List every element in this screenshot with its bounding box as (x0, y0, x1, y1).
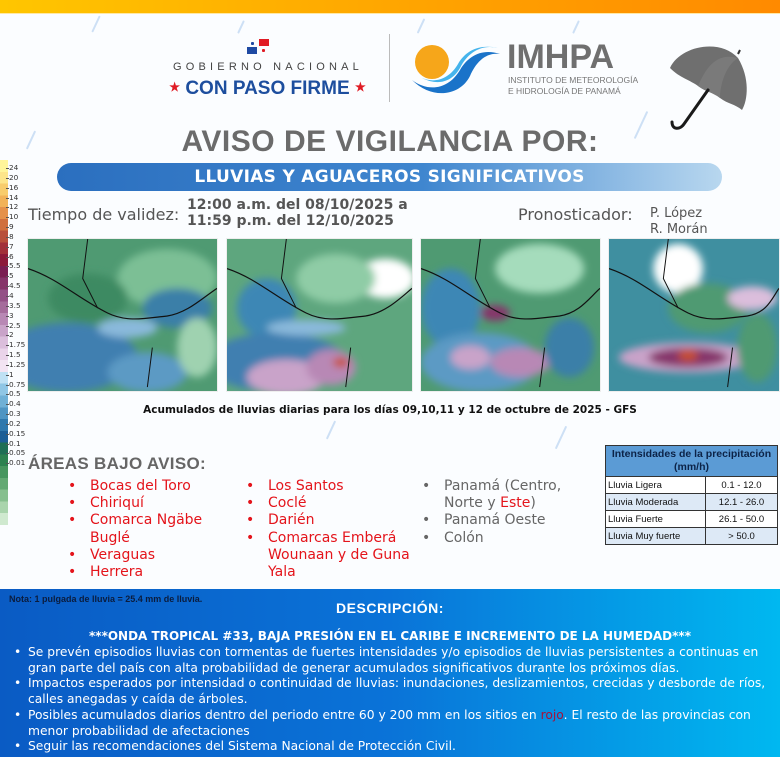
scale-tick-label: 16 (9, 183, 25, 193)
area-item: • Bocas del Toro (68, 478, 228, 495)
area-item: • Los Santos (246, 478, 411, 495)
area-item (422, 478, 592, 512)
scale-tick-label: 5 (9, 271, 25, 281)
scale-tick-label: 8 (9, 232, 25, 242)
description-highlight: rojo (540, 707, 564, 722)
intensity-table-header: Intensidades de la precipitación (mm/h) (606, 446, 778, 477)
imhpa-subtitle-line2: E HIDROLOGÍA DE PANAMÁ (508, 86, 621, 96)
scale-tick-label: 0.05 (9, 448, 26, 458)
scale-tick-label: 1 (9, 370, 25, 380)
scale-tick-label: 1.25 (9, 359, 26, 369)
umbrella-icon (650, 38, 750, 138)
description-item: • Se prevén episodios lluvias con tormentas de fuertes intensidades y/o episodios de lluvias persistentes a continuas en gran parte del país con alta probabilidad de generar acumulados significativos durante los próximos días. (14, 645, 772, 676)
validity-range (187, 197, 408, 229)
scale-tick-label: 4 (9, 291, 25, 301)
scale-tick-label: 0.3 (9, 409, 25, 419)
scale-tick-label: 7 (9, 242, 25, 252)
intensity-label: Lluvia Fuerte (606, 511, 706, 528)
area-item: • Comarcas Emberá Wounaan y de Guna Yala (246, 530, 411, 582)
scale-tick-label: 0.75 (9, 379, 26, 389)
precipitation-color-scale (0, 160, 8, 525)
intensity-range: > 50.0 (706, 528, 778, 545)
areas-list-col2 (246, 478, 411, 581)
scale-tick-label: 5.5 (9, 261, 25, 271)
panama-flag-icon (247, 39, 271, 55)
validity-from: 12:00 a.m. del 08/10/2025 a (187, 197, 408, 213)
description-item: • Impactos esperados por intensidad o continuidad de lluvias: inundaciones, deslizamientos, crecidas y desborde de ríos, calles anegadas y caída de árboles. (14, 676, 772, 707)
imhpa-subtitle (508, 75, 638, 97)
scale-tick-label: 6 (9, 252, 25, 262)
forecaster-label: Pronosticador: (518, 205, 633, 224)
scale-tick-label: 1.75 (9, 340, 26, 350)
scale-tick-label: 4.5 (9, 281, 25, 291)
header-divider (389, 34, 390, 102)
scale-tick-label: 9 (9, 222, 25, 232)
page-title: AVISO DE VIGILANCIA POR: (181, 125, 599, 158)
imhpa-subtitle-line1: INSTITUTO DE METEOROLOGÍA (508, 75, 639, 85)
validity-label: Tiempo de validez: (28, 205, 180, 224)
areas-title: ÁREAS BAJO AVISO: (28, 454, 206, 473)
area-highlight: Este (500, 495, 531, 512)
alert-type-banner: LLUVIAS Y AGUACEROS SIGNIFICATIVOS (57, 163, 722, 191)
area-item: • Veraguas (68, 547, 228, 564)
scale-tick-label: 20 (9, 173, 25, 183)
color-scale-labels (9, 163, 25, 468)
intensity-range: 12.1 - 26.0 (706, 494, 778, 511)
scale-tick-label: 14 (9, 193, 25, 203)
scale-tick-label: 3 (9, 311, 25, 321)
areas-list-col3 (422, 478, 592, 547)
table-row (606, 494, 778, 511)
description-item (14, 708, 772, 739)
area-item: • Coclé (246, 495, 411, 512)
rain-map-day-11 (420, 238, 601, 392)
rain-map-day-12 (608, 238, 780, 392)
unit-note: Nota: 1 pulgada de lluvia = 25.4 mm de lluvia. (9, 594, 203, 604)
intensity-label: Lluvia Muy fuerte (606, 528, 706, 545)
gobierno-nacional-text: GOBIERNO NACIONAL (173, 61, 363, 73)
description-subtitle: ***ONDA TROPICAL #33, BAJA PRESIÓN EN EL CARIBE E INCREMENTO DE LA HUMEDAD*** (89, 629, 691, 643)
intensity-range: 0.1 - 12.0 (706, 477, 778, 494)
table-row (606, 511, 778, 528)
description-title: DESCRIPCIÓN: (336, 600, 444, 616)
rain-streak (237, 20, 245, 34)
scale-tick-label: 0.2 (9, 419, 25, 429)
description-text-tail: . El resto de las provincias con menor probabilidad de afectaciones (28, 707, 751, 738)
scale-tick-label: 0.5 (9, 389, 25, 399)
intensity-table (605, 445, 778, 545)
star-icon: ★ (354, 80, 366, 94)
scale-tick-label: 2.5 (9, 321, 25, 331)
forecaster-name: R. Morán (650, 222, 708, 237)
scale-tick-label: 24 (9, 163, 25, 173)
rain-map-day-10 (226, 238, 413, 392)
intensity-label: Lluvia Moderada (606, 494, 706, 511)
top-accent-bar (0, 0, 780, 14)
area-text: Panamá (Centro, Norte y (444, 478, 562, 512)
description-item: • Seguir las recomendaciones del Sistema Nacional de Protección Civil. (14, 739, 772, 755)
imhpa-sun-wave-logo (410, 40, 502, 98)
area-item: • Herrera (68, 564, 228, 581)
table-row (606, 528, 778, 545)
maps-caption: Acumulados de lluvias diarias para los días 09,10,11 y 12 de octubre de 2025 - GFS (143, 404, 637, 416)
area-text-tail: ) (530, 495, 536, 512)
intensity-label: Lluvia Ligera (606, 477, 706, 494)
rain-streak (91, 15, 100, 32)
area-item: • Darién (246, 512, 411, 529)
forecaster-name: P. López (650, 206, 703, 221)
rain-map-day-09 (27, 238, 218, 392)
scale-tick-label: 1.5 (9, 350, 25, 360)
scale-tick-label: 0.1 (9, 439, 25, 449)
imhpa-title: IMHPA (507, 38, 615, 76)
area-item: • Chiriquí (68, 495, 228, 512)
scale-tick-label: 0.15 (9, 428, 26, 438)
rain-streak (555, 426, 567, 450)
scale-tick-label: 0.4 (9, 399, 25, 409)
scale-tick-label: 10 (9, 212, 25, 222)
con-paso-firme-text (160, 78, 375, 100)
table-row (606, 477, 778, 494)
validity-to: 11:59 p.m. del 12/10/2025 (187, 213, 394, 229)
scale-tick-label: 12 (9, 202, 25, 212)
rain-streak (572, 20, 580, 34)
slogan: CON PASO FIRME (185, 78, 350, 99)
scale-tick-label: 0.01 (9, 458, 26, 468)
star-icon: ★ (169, 80, 181, 94)
areas-list-col1 (68, 478, 228, 581)
description-text: Posibles acumulados diarios dentro del periodo entre 60 y 200 mm en los sitios en (28, 707, 541, 722)
intensity-range: 26.1 - 50.0 (706, 511, 778, 528)
rain-streak (417, 18, 426, 33)
area-item: • Panamá Oeste (422, 512, 592, 529)
forecaster-names (650, 206, 708, 238)
area-item: • Comarca Ngäbe Buglé (68, 512, 228, 546)
rain-streak (326, 421, 336, 440)
scale-tick-label: 3.5 (9, 301, 25, 311)
description-list (14, 645, 772, 755)
scale-tick-label: 2 (9, 330, 25, 340)
area-item: • Colón (422, 530, 592, 547)
